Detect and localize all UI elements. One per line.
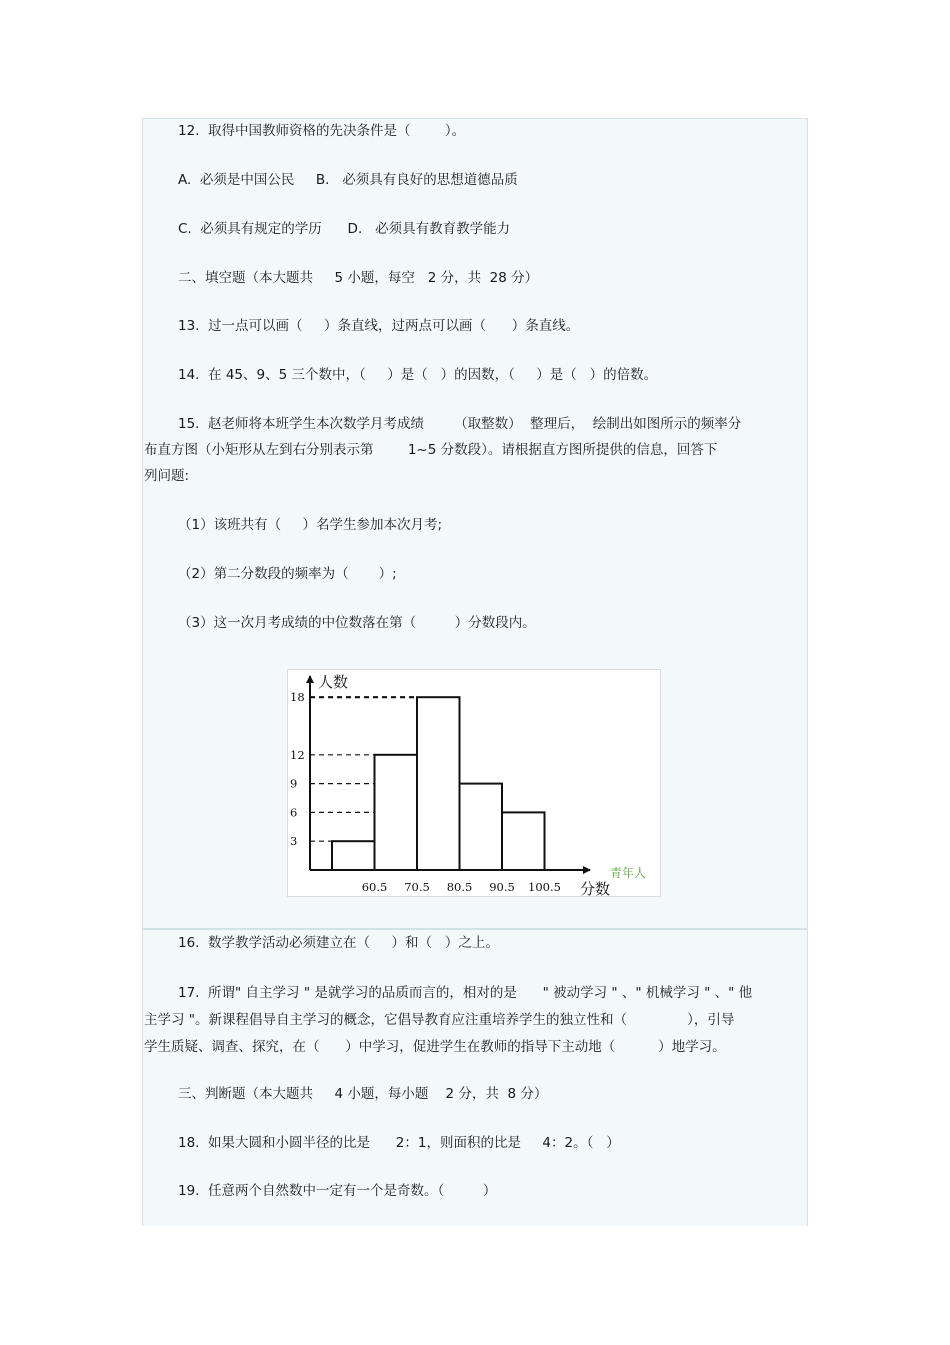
histogram-chart [288,670,660,896]
question-12-options-ab: A. 必须是中国公民 B. 必须具有良好的思想道德品质 [178,172,518,188]
x-tick-label: 60.5 [361,880,388,894]
question-19: 19. 任意两个自然数中一定有一个是奇数。（ ） [178,1183,497,1199]
histogram-bar [332,841,375,870]
y-tick-label: 3 [290,834,298,849]
question-15-line-1: 15. 赵老师将本班学生本次数学月考成绩 （取整数） 整理后， 绘制出如图所示的频率分 [178,416,742,432]
histogram-figure [287,669,661,897]
question-18: 18. 如果大圆和小圆半径的比是 2：1，则面积的比是 4：2。（ ） [178,1135,620,1151]
question-17-line-3: 学生质疑、调查、探究，在（ ）中学习，促进学生在教师的指导下主动地（ ）地学习。 [144,1039,726,1055]
question-15-sub-2: （2）第二分数段的频率为（ ）; [178,566,397,582]
y-axis-label: 人数 [318,673,349,691]
x-tick-label: 90.5 [489,880,515,894]
question-15-line-2: 布直方图（小矩形从左到右分别表示第 1~5 分数段）。请根据直方图所提供的信息，回答下 [144,442,718,458]
histogram-bar [502,812,545,870]
histogram-bar [460,784,503,870]
histogram-bar [417,697,460,870]
y-tick-label: 9 [290,776,298,791]
section-2-heading: 二、填空题（本大题共 5 小题，每空 2 分，共 28 分） [178,270,539,286]
x-axis-label: 分数 [580,880,611,896]
question-15-sub-3: （3）这一次月考成绩的中位数落在第（ ）分数段内。 [178,615,536,631]
question-15-sub-1: （1）该班共有（ ）名学生参加本次月考; [178,517,443,533]
histogram-bar [375,755,418,870]
section-3-heading: 三、判断题（本大题共 4 小题，每小题 2 分，共 8 分） [178,1086,548,1102]
question-16: 16. 数学教学活动必须建立在（ ）和（ ）之上。 [178,935,499,951]
question-12-stem: 12. 取得中国教师资格的先决条件是（ ）。 [178,123,466,139]
y-tick-label: 6 [290,805,298,820]
question-15-line-3: 列问题: [144,468,190,484]
y-tick-label: 12 [290,747,305,762]
question-17-line-2: 主学习 "。新课程倡导自主学习的概念，它倡导教育应注重培养学生的独立性和（ ），引导 [144,1012,735,1028]
question-12-options-cd: C. 必须具有规定的学历 D. 必须具有教育教学能力 [178,221,511,237]
x-tick-label: 100.5 [528,880,561,894]
y-tick-label: 18 [290,690,305,705]
question-17-line-1: 17. 所谓" 自主学习 " 是就学习的品质而言的，相对的是 " 被动学习 " 、" 机械学习 " 、" 他 [178,985,753,1001]
watermark-logo: 青年人 [610,866,647,880]
question-13: 13. 过一点可以画（ ）条直线，过两点可以画（ ）条直线。 [178,318,580,334]
x-tick-label: 80.5 [446,880,473,894]
x-tick-label: 70.5 [404,880,430,894]
question-14: 14. 在 45、9、5 三个数中，（ ）是（ ）的因数，（ ）是（ ）的倍数。 [178,367,658,383]
